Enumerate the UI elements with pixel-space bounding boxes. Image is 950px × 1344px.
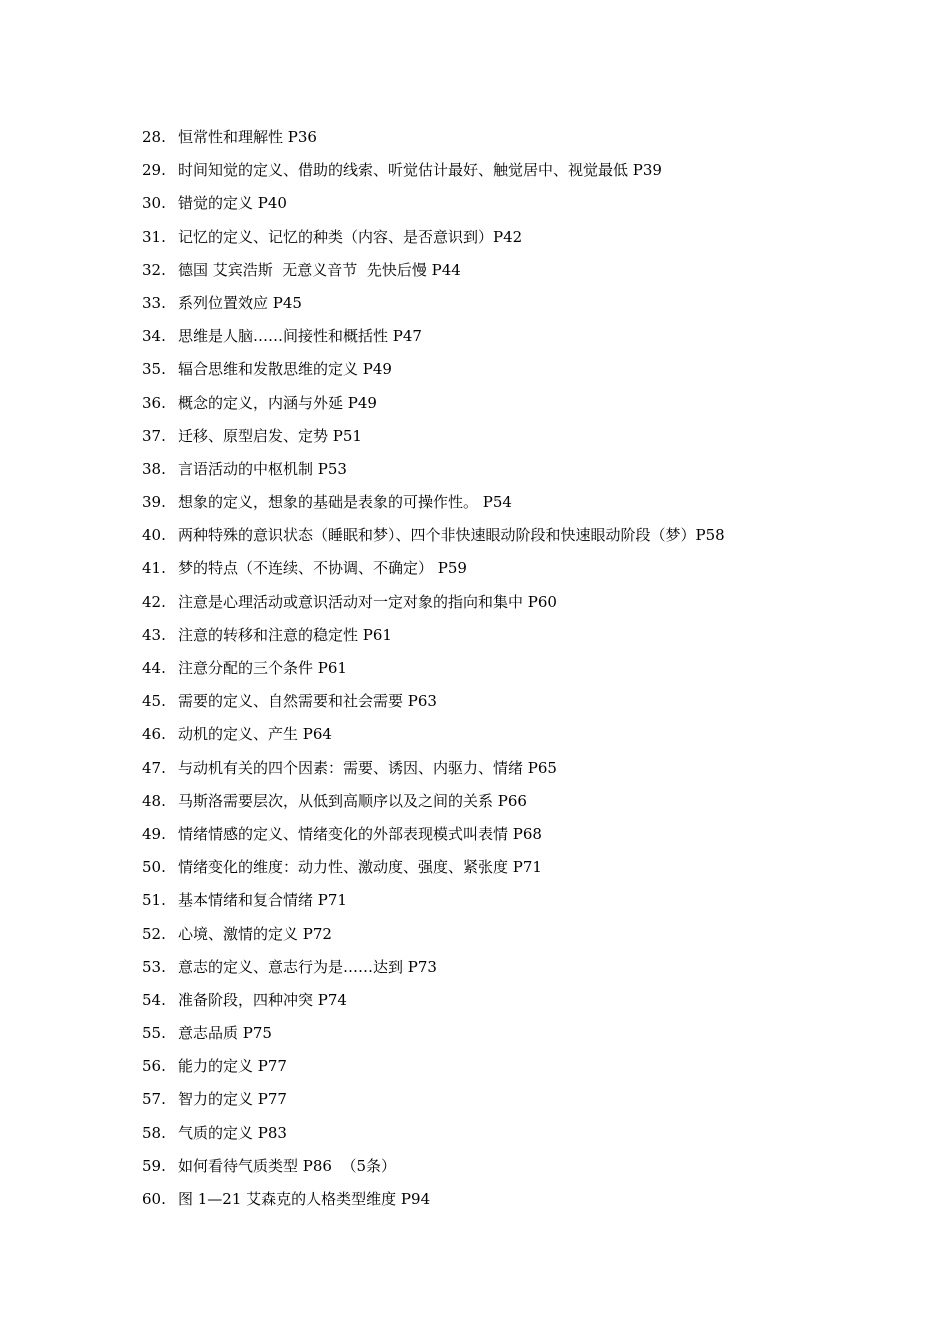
item-number: 57. [142, 1090, 166, 1109]
item-number: 42. [142, 592, 166, 611]
list-item [142, 622, 902, 655]
list-item [142, 688, 902, 721]
list-item [142, 423, 902, 456]
item-number: 40. [142, 526, 166, 545]
item-text: 注意分配的三个条件 P61 [178, 659, 347, 677]
list-item [142, 721, 902, 754]
list-item [142, 1020, 902, 1053]
item-text: 时间知觉的定义、借助的线索、听觉估计最好、触觉居中、视觉最低 P39 [178, 161, 662, 180]
list-item [142, 390, 902, 423]
item-text: 图 1—21 艾森克的人格类型维度 P94 [178, 1190, 431, 1208]
item-text: 言语活动的中枢机制 P53 [178, 459, 347, 478]
list-item [142, 489, 902, 522]
item-number: 37. [142, 426, 166, 445]
item-text: 气质的定义 P83 [178, 1123, 287, 1142]
list-item [142, 555, 902, 588]
item-number: 45. [142, 692, 166, 711]
item-number: 43. [142, 625, 166, 644]
item-text: 能力的定义 P77 [178, 1057, 287, 1076]
list-item [142, 755, 902, 788]
list-item [142, 522, 902, 555]
item-text: 意志品质 P75 [178, 1024, 272, 1043]
list-item [142, 224, 902, 257]
list-item [142, 323, 902, 356]
item-number: 59. [142, 1156, 166, 1175]
item-text: 记忆的定义、记忆的种类（内容、是否意识到）P42 [178, 227, 523, 246]
item-number: 49. [142, 824, 166, 843]
item-text: 马斯洛需要层次，从低到高顺序以及之间的关系 P66 [178, 791, 527, 810]
item-text: 概念的定义，内涵与外延 P49 [178, 393, 377, 412]
item-text: 注意是心理活动或意识活动对一定对象的指向和集中 P60 [178, 592, 557, 611]
item-text: 错觉的定义 P40 [178, 194, 287, 213]
item-number: 50. [142, 858, 166, 877]
item-text: 恒常性和理解性 P36 [178, 128, 317, 146]
item-number: 36. [142, 393, 166, 412]
list-item [142, 190, 902, 223]
item-number: 51. [142, 891, 166, 910]
list-item [142, 655, 902, 688]
item-text: 如何看待气质类型 P86 （5条） [178, 1156, 397, 1175]
item-number: 35. [142, 360, 166, 379]
item-number: 29. [142, 161, 166, 180]
item-text: 想象的定义，想象的基础是表象的可操作性。 P54 [178, 493, 512, 512]
item-text: 意志的定义、意志行为是……达到 P73 [178, 957, 437, 976]
item-text: 心境、激情的定义 P72 [178, 924, 332, 943]
list-item [142, 589, 902, 622]
outline-list [142, 124, 902, 1219]
list-item [142, 1053, 902, 1086]
item-text: 需要的定义、自然需要和社会需要 P63 [178, 692, 437, 711]
list-item [142, 887, 902, 920]
item-number: 31. [142, 227, 166, 246]
item-text: 动机的定义、产生 P64 [178, 725, 332, 744]
list-item [142, 954, 902, 987]
item-number: 46. [142, 725, 166, 744]
item-number: 33. [142, 293, 166, 312]
item-number: 32. [142, 260, 166, 279]
item-text: 迁移、原型启发、定势 P51 [178, 426, 362, 445]
list-item [142, 788, 902, 821]
list-item [142, 854, 902, 887]
item-number: 38. [142, 459, 166, 478]
item-number: 58. [142, 1123, 166, 1142]
list-item [142, 157, 902, 190]
item-text: 辐合思维和发散思维的定义 P49 [178, 360, 392, 379]
item-text: 注意的转移和注意的稳定性 P61 [178, 625, 392, 644]
list-item [142, 290, 902, 323]
list-item [142, 1153, 902, 1186]
item-text: 准备阶段，四种冲突 P74 [178, 990, 347, 1009]
list-item [142, 987, 902, 1020]
item-text: 系列位置效应 P45 [178, 293, 302, 312]
list-item [142, 821, 902, 854]
list-item [142, 1086, 902, 1119]
item-number: 41. [142, 559, 166, 578]
item-text: 智力的定义 P77 [178, 1090, 287, 1109]
item-text: 与动机有关的四个因素：需要、诱因、内驱力、情绪 P65 [178, 758, 557, 777]
item-text: 德国 艾宾浩斯 无意义音节 先快后慢 P44 [178, 260, 461, 279]
item-number: 28. [142, 128, 166, 146]
list-item [142, 456, 902, 489]
item-number: 56. [142, 1057, 166, 1076]
item-number: 54. [142, 990, 166, 1009]
item-number: 53. [142, 957, 166, 976]
item-number: 60. [142, 1190, 166, 1208]
item-number: 47. [142, 758, 166, 777]
item-number: 48. [142, 791, 166, 810]
item-text: 思维是人脑……间接性和概括性 P47 [178, 327, 422, 346]
list-item [142, 124, 902, 157]
item-number: 44. [142, 659, 166, 677]
item-text: 梦的特点（不连续、不协调、不确定） P59 [178, 559, 467, 578]
item-number: 52. [142, 924, 166, 943]
list-item [142, 356, 902, 389]
list-item [142, 257, 902, 290]
item-number: 55. [142, 1024, 166, 1043]
item-number: 30. [142, 194, 166, 213]
item-text: 两种特殊的意识状态（睡眠和梦）、四个非快速眼动阶段和快速眼动阶段（梦）P58 [178, 526, 725, 545]
list-item [142, 1120, 902, 1153]
list-item [142, 921, 902, 954]
item-number: 34. [142, 327, 166, 346]
item-text: 情绪变化的维度：动力性、激动度、强度、紧张度 P71 [178, 858, 542, 877]
item-text: 基本情绪和复合情绪 P71 [178, 891, 347, 910]
item-number: 39. [142, 493, 166, 512]
list-item [142, 1186, 902, 1219]
item-text: 情绪情感的定义、情绪变化的外部表现模式叫表情 P68 [178, 824, 542, 843]
